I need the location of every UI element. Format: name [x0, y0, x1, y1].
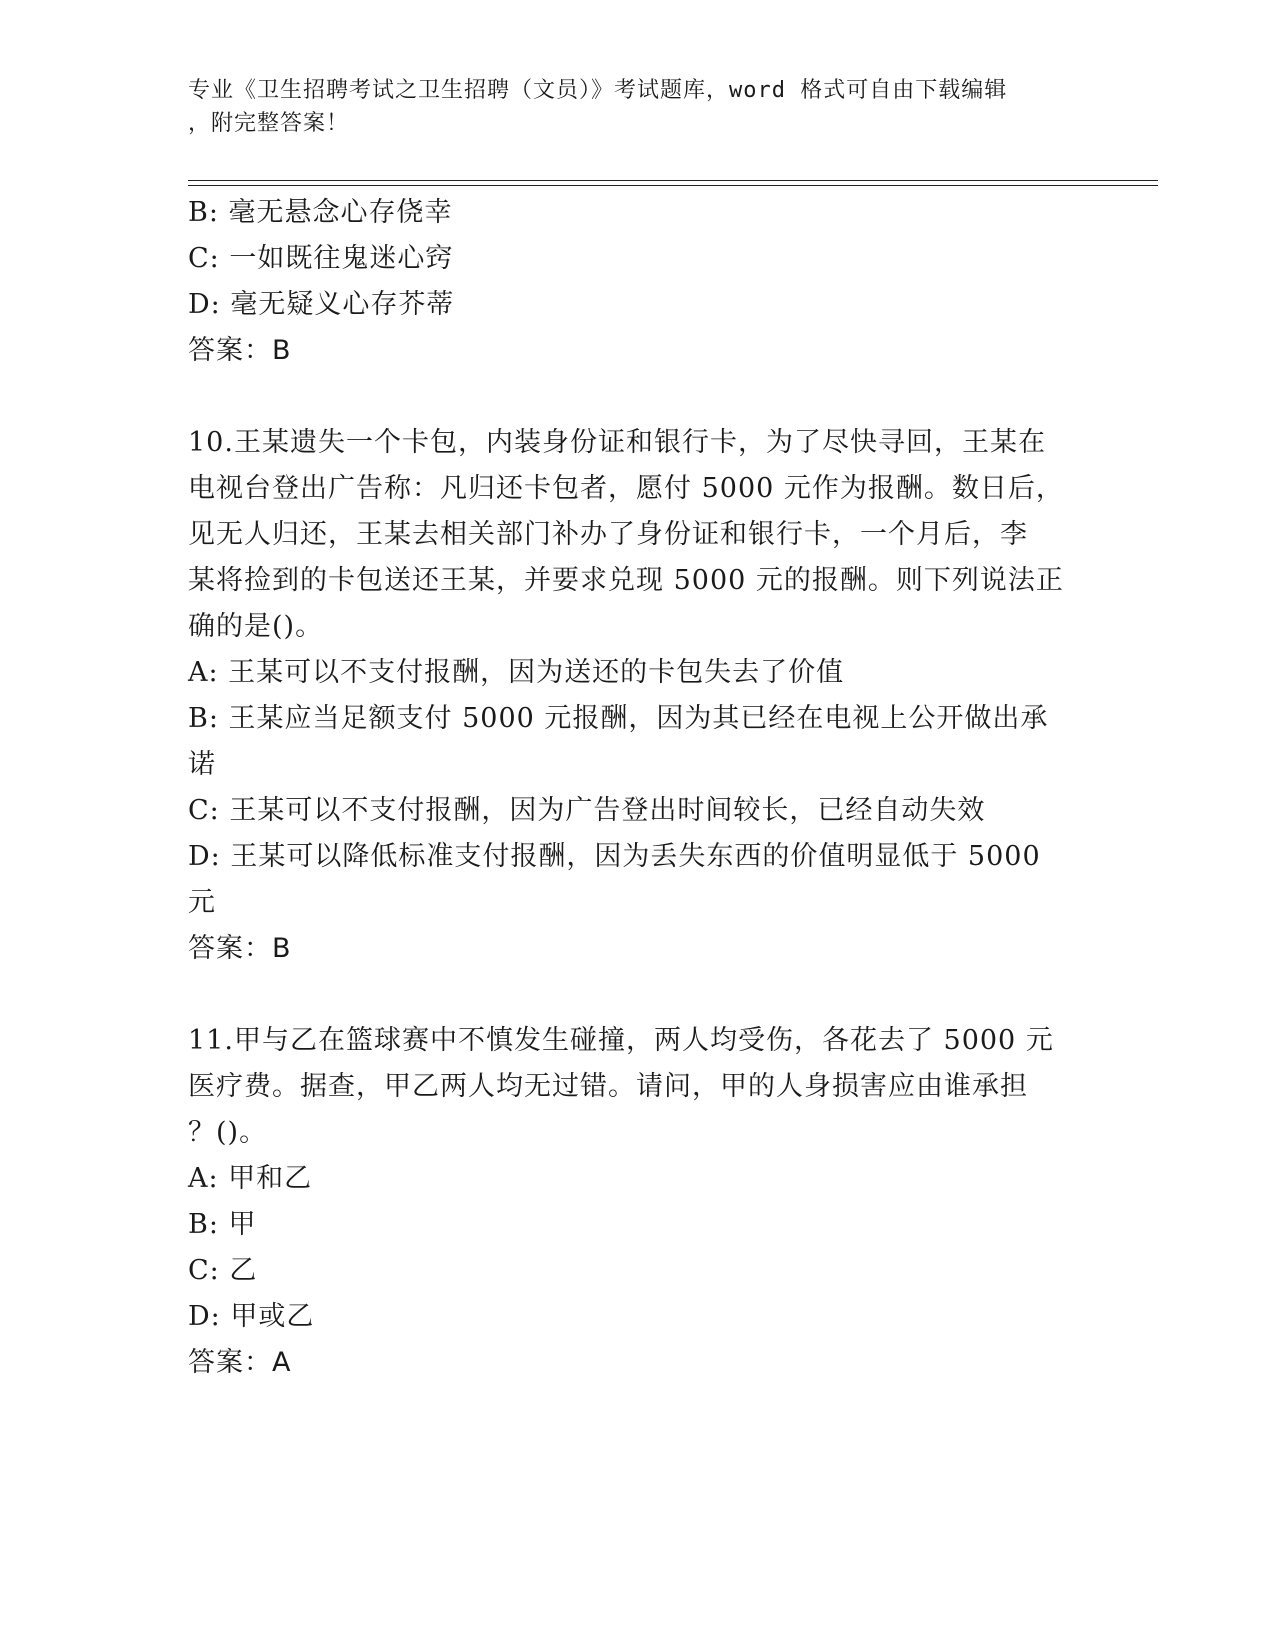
option-d: D: 王某可以降低标准支付报酬，因为丢失东西的价值明显低于 5000	[188, 841, 1041, 872]
option-d-continued: 元	[188, 887, 216, 918]
document-header: 专业《卫生招聘考试之卫生招聘（文员）》考试题库，word 格式可自由下载编辑 ，附完整答案！	[188, 78, 1008, 136]
option-a: A: 王某可以不支付报酬，因为送还的卡包失去了价值	[188, 657, 845, 688]
spacer	[188, 374, 1088, 420]
answer-line: 答案：B	[188, 335, 292, 366]
question-stem-line: 确的是()。	[188, 611, 324, 642]
document-body	[188, 190, 1088, 1386]
option-b: B: 王某应当足额支付 5000 元报酬，因为其已经在电视上公开做出承	[188, 703, 1049, 734]
option-d: D: 毫无疑义心存芥蒂	[188, 289, 455, 320]
question-11	[188, 1018, 1088, 1386]
question-stem-line: 11.甲与乙在篮球赛中不慎发生碰撞，两人均受伤，各花去了 5000 元	[188, 1025, 1054, 1056]
header-divider-bottom	[188, 185, 1158, 186]
option-b: B: 毫无悬念心存侥幸	[188, 197, 453, 228]
question-9-tail	[188, 190, 1088, 374]
option-c: C: 一如既往鬼迷心窍	[188, 243, 454, 274]
question-stem-line: 医疗费。据查，甲乙两人均无过错。请问，甲的人身损害应由谁承担	[188, 1071, 1028, 1102]
option-b-continued: 诺	[188, 749, 216, 780]
option-b: B: 甲	[188, 1209, 257, 1240]
option-a: A: 甲和乙	[188, 1163, 313, 1194]
question-stem-line: 电视台登出广告称：凡归还卡包者，愿付 5000 元作为报酬。数日后，	[188, 473, 1064, 504]
question-stem-line: 某将捡到的卡包送还王某，并要求兑现 5000 元的报酬。则下列说法正	[188, 565, 1064, 596]
spacer	[188, 972, 1088, 1018]
header-divider-top	[188, 180, 1158, 181]
option-c: C: 乙	[188, 1255, 258, 1286]
answer-line: 答案：B	[188, 933, 292, 964]
question-stem-line: ？()。	[188, 1117, 268, 1148]
option-d: D: 甲或乙	[188, 1301, 315, 1332]
question-stem-line: 10.王某遗失一个卡包，内装身份证和银行卡，为了尽快寻回，王某在	[188, 427, 1046, 458]
question-stem-line: 见无人归还，王某去相关部门补办了身份证和银行卡，一个月后，李	[188, 519, 1028, 550]
answer-line: 答案：A	[188, 1347, 292, 1378]
question-10	[188, 420, 1088, 972]
option-c: C: 王某可以不支付报酬，因为广告登出时间较长，已经自动失效	[188, 795, 986, 826]
